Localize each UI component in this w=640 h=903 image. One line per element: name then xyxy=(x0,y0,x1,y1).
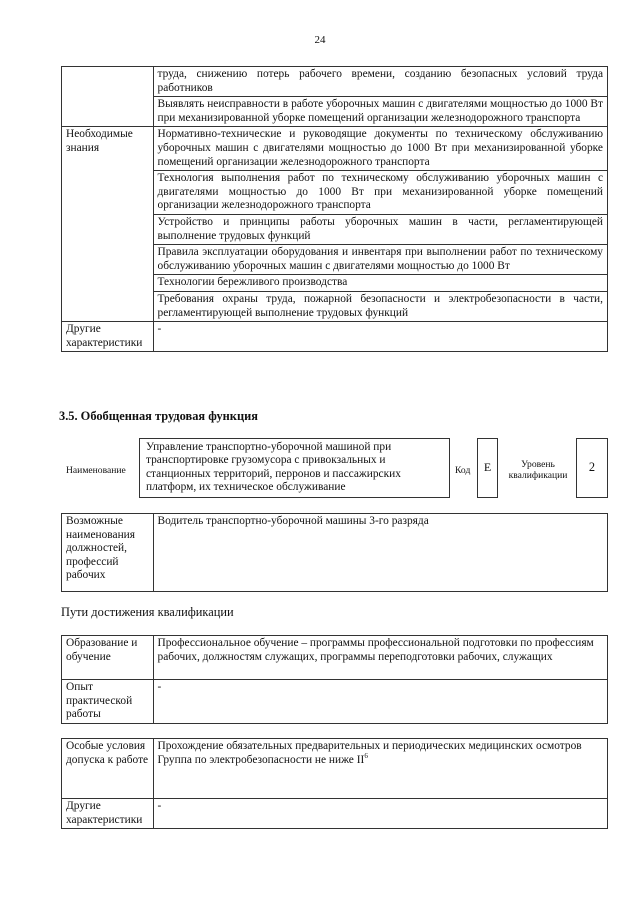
table-cell: Требования охраны труда, пожарной безопасности и электробезопасности в части, регламентирующей выполнение трудовых функций xyxy=(153,291,607,321)
special-conditions-value xyxy=(153,739,607,799)
positions-value: Водитель транспортно-уборочной машины 3-го разряда xyxy=(153,514,607,592)
name-label: Наименование xyxy=(66,465,126,476)
table-row xyxy=(62,514,608,592)
function-name-box: Управление транспортно-уборочной машиной при транспортировке грузомусора с привокзальных и станционных территорий, перронов и пассажирских платформ, их техническое обслуживание xyxy=(139,438,450,498)
education-label: Образование и обучение xyxy=(62,636,154,680)
code-box: E xyxy=(477,438,498,498)
experience-value: - xyxy=(153,680,607,724)
table-row xyxy=(62,127,608,171)
code-label: Код xyxy=(455,465,471,476)
table-row xyxy=(62,322,608,352)
special-conditions-label: Особые условия допуска к работе xyxy=(62,739,154,799)
table-row xyxy=(62,680,608,724)
table-cell: Технология выполнения работ по техническому обслуживанию уборочных машин с двигателями мощностью до 1000 Вт при механизированной уборке помещений организации железнодорожного транспорта xyxy=(153,171,607,215)
table-cell: Выявлять неисправности в работе уборочных машин с двигателями мощностью до 1000 Вт при механизированной уборке помещений организации железнодорожного транспорта xyxy=(153,97,607,127)
other-characteristics-value: - xyxy=(153,799,607,829)
table-row xyxy=(62,739,608,799)
table-cell: труда, снижению потерь рабочего времени, созданию безопасных условий труда работников xyxy=(153,67,607,97)
table-cell: Правила эксплуатации оборудования и инвентаря при выполнении работ по техническому обслуживанию уборочных машин с двигателями мощностью до 1000 Вт xyxy=(153,245,607,275)
table-row xyxy=(62,799,608,829)
conditions-table xyxy=(61,738,608,829)
positions-table xyxy=(61,513,608,592)
medical-exam-text: Прохождение обязательных предварительных и периодических медицинских осмотров xyxy=(157,740,582,752)
row-label-other: Другие характеристики xyxy=(62,322,154,352)
footnote-marker: 6 xyxy=(364,751,368,760)
electrical-safety-group: Группа по электробезопасности не ниже II xyxy=(157,753,365,766)
level-box: 2 xyxy=(576,438,608,498)
other-characteristics-label: Другие характеристики xyxy=(62,799,154,829)
education-value: Профессиональное обучение – программы профессиональной подготовки по профессиям рабочих, должностям служащих, программы переподготовки рабочих, служащих xyxy=(153,636,607,680)
table-row xyxy=(62,67,608,97)
table-cell: Устройство и принципы работы уборочных машин в части, регламентирующей выполнение трудовых функций xyxy=(153,214,607,244)
table-cell: - xyxy=(153,322,607,352)
section-title: 3.5. Обобщенная трудовая функция xyxy=(59,409,258,423)
electrical-safety-text xyxy=(157,751,603,768)
qualification-paths-heading: Пути достижения квалификации xyxy=(61,605,234,619)
row-label-empty xyxy=(62,67,154,127)
page-number: 24 xyxy=(314,34,326,46)
qualification-table xyxy=(61,635,608,724)
row-label-knowledge: Необходимые знания xyxy=(62,127,154,322)
table-row xyxy=(62,636,608,680)
positions-label: Возможные наименования должностей, профессий рабочих xyxy=(62,514,154,592)
level-label: Уровень квалификации xyxy=(508,459,568,481)
table-cell: Нормативно-технические и руководящие документы по техническому обслуживанию уборочных машин с двигателями мощностью до 1000 Вт при механизированной уборке помещений организации железнодорожного транспорта xyxy=(153,127,607,171)
skills-knowledge-table xyxy=(61,66,608,352)
experience-label: Опыт практической работы xyxy=(62,680,154,724)
table-cell: Технологии бережливого производства xyxy=(153,275,607,292)
